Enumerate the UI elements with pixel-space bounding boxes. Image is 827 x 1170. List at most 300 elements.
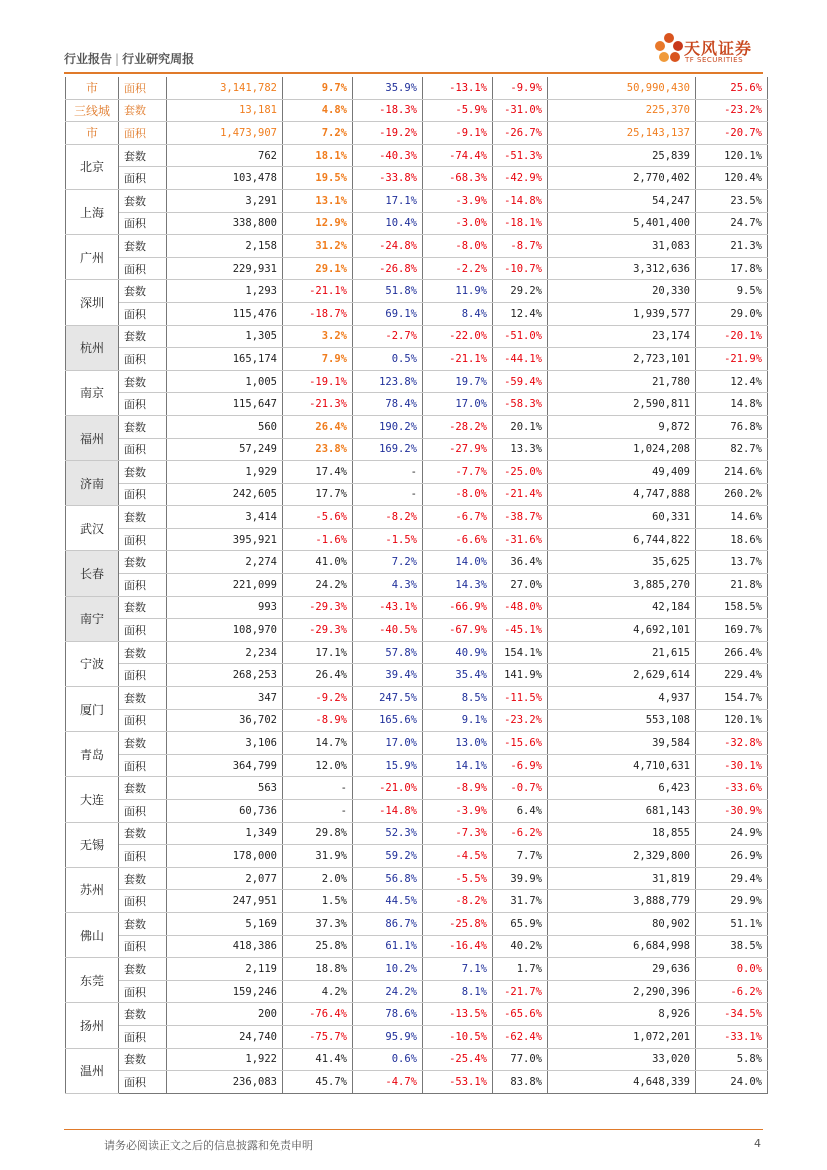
cumulative-yoy: -32.8%: [696, 732, 768, 755]
cumulative-value: 4,710,631: [548, 754, 696, 777]
metric-type: 面积: [119, 393, 167, 416]
weekly-value: 229,931: [167, 257, 283, 280]
change-col5: 65.9%: [493, 912, 548, 935]
cumulative-yoy: 13.7%: [696, 551, 768, 574]
change-col5: 7.7%: [493, 845, 548, 868]
cumulative-yoy: 51.1%: [696, 912, 768, 935]
change-col5: 141.9%: [493, 664, 548, 687]
metric-type: 套数: [119, 461, 167, 484]
city-name: 无锡: [66, 822, 119, 867]
mom-change: 247.5%: [353, 687, 423, 710]
cumulative-value: 35,625: [548, 551, 696, 574]
change-col4: -8.0%: [423, 483, 493, 506]
change-col5: -6.9%: [493, 754, 548, 777]
yoy-change: -: [283, 800, 353, 823]
weekly-value: 36,702: [167, 709, 283, 732]
change-col4: 17.0%: [423, 393, 493, 416]
table-row: [66, 415, 768, 438]
metric-type: 面积: [119, 348, 167, 371]
cumulative-value: 5,401,400: [548, 212, 696, 235]
yoy-change: 24.2%: [283, 574, 353, 597]
cumulative-value: 6,684,998: [548, 935, 696, 958]
cumulative-value: 4,747,888: [548, 483, 696, 506]
cumulative-value: 31,083: [548, 235, 696, 258]
table-row: [66, 574, 768, 597]
city-name: 北京: [66, 144, 119, 189]
metric-type: 套数: [119, 867, 167, 890]
cumulative-yoy: 12.4%: [696, 370, 768, 393]
cumulative-value: 2,723,101: [548, 348, 696, 371]
table-row: [66, 99, 768, 122]
weekly-value: 2,119: [167, 958, 283, 981]
mom-change: -: [353, 483, 423, 506]
change-col4: 8.4%: [423, 302, 493, 325]
table-row: [66, 980, 768, 1003]
cumulative-yoy: 76.8%: [696, 415, 768, 438]
table-row: [66, 167, 768, 190]
cumulative-yoy: 38.5%: [696, 935, 768, 958]
cumulative-value: 3,312,636: [548, 257, 696, 280]
cumulative-yoy: -6.2%: [696, 980, 768, 1003]
city-name: 济南: [66, 461, 119, 506]
yoy-change: 41.4%: [283, 1048, 353, 1071]
cumulative-value: 225,370: [548, 99, 696, 122]
cumulative-yoy: 24.9%: [696, 822, 768, 845]
weekly-value: 200: [167, 1003, 283, 1026]
yoy-change: 31.9%: [283, 845, 353, 868]
mom-change: -24.8%: [353, 235, 423, 258]
weekly-value: 993: [167, 596, 283, 619]
weekly-value: 418,386: [167, 935, 283, 958]
mom-change: 56.8%: [353, 867, 423, 890]
mom-change: 4.3%: [353, 574, 423, 597]
metric-type: 套数: [119, 325, 167, 348]
metric-type: 面积: [119, 438, 167, 461]
change-col5: -23.2%: [493, 709, 548, 732]
cumulative-yoy: 158.5%: [696, 596, 768, 619]
change-col5: -9.9%: [493, 77, 548, 99]
table-row: [66, 212, 768, 235]
cumulative-yoy: 21.8%: [696, 574, 768, 597]
weekly-value: 1,929: [167, 461, 283, 484]
cumulative-value: 1,024,208: [548, 438, 696, 461]
cumulative-value: 8,926: [548, 1003, 696, 1026]
logo-text-cn: 天风证券: [684, 39, 753, 58]
yoy-change: -19.1%: [283, 370, 353, 393]
cumulative-yoy: 29.0%: [696, 302, 768, 325]
yoy-change: 37.3%: [283, 912, 353, 935]
report-type: 行业报告: [64, 52, 113, 66]
table-row: [66, 393, 768, 416]
cumulative-yoy: 17.8%: [696, 257, 768, 280]
change-col4: 14.3%: [423, 574, 493, 597]
change-col5: 13.3%: [493, 438, 548, 461]
cumulative-yoy: 25.6%: [696, 77, 768, 99]
city-name: 长春: [66, 551, 119, 596]
cumulative-yoy: 260.2%: [696, 483, 768, 506]
cumulative-yoy: 29.4%: [696, 867, 768, 890]
yoy-change: 4.2%: [283, 980, 353, 1003]
mom-change: 51.8%: [353, 280, 423, 303]
cumulative-value: 49,409: [548, 461, 696, 484]
metric-type: 面积: [119, 257, 167, 280]
table-row: [66, 325, 768, 348]
flower-logo-icon: [652, 30, 686, 70]
metric-type: 套数: [119, 732, 167, 755]
metric-type: 套数: [119, 596, 167, 619]
mom-change: 0.5%: [353, 348, 423, 371]
change-col4: -5.9%: [423, 99, 493, 122]
cumulative-yoy: 82.7%: [696, 438, 768, 461]
table-row: [66, 77, 768, 99]
yoy-change: 18.1%: [283, 144, 353, 167]
table-row: [66, 302, 768, 325]
weekly-value: 395,921: [167, 528, 283, 551]
mom-change: -: [353, 461, 423, 484]
table-row: [66, 777, 768, 800]
yoy-change: 29.1%: [283, 257, 353, 280]
change-col5: 36.4%: [493, 551, 548, 574]
cumulative-yoy: -34.5%: [696, 1003, 768, 1026]
cumulative-value: 20,330: [548, 280, 696, 303]
change-col4: -25.4%: [423, 1048, 493, 1071]
table-row: [66, 687, 768, 710]
cumulative-value: 3,885,270: [548, 574, 696, 597]
weekly-value: 3,141,782: [167, 77, 283, 99]
metric-type: 套数: [119, 415, 167, 438]
cumulative-yoy: 21.3%: [696, 235, 768, 258]
table-row: [66, 709, 768, 732]
table-row: [66, 551, 768, 574]
metric-type: 面积: [119, 167, 167, 190]
change-col4: 7.1%: [423, 958, 493, 981]
mom-change: 78.4%: [353, 393, 423, 416]
table-row: [66, 890, 768, 913]
cumulative-value: 50,990,430: [548, 77, 696, 99]
mom-change: -18.3%: [353, 99, 423, 122]
metric-type: 面积: [119, 754, 167, 777]
mom-change: -33.8%: [353, 167, 423, 190]
change-col4: -7.3%: [423, 822, 493, 845]
cumulative-yoy: 5.8%: [696, 1048, 768, 1071]
metric-type: 面积: [119, 619, 167, 642]
mom-change: -40.3%: [353, 144, 423, 167]
logo-text-en: TF SECURITIES: [685, 56, 744, 64]
yoy-change: 26.4%: [283, 415, 353, 438]
yoy-change: 45.7%: [283, 1071, 353, 1094]
disclaimer-text: 请务必阅读正文之后的信息披露和免责申明: [104, 1139, 313, 1152]
yoy-change: 31.2%: [283, 235, 353, 258]
mom-change: -21.0%: [353, 777, 423, 800]
mom-change: 165.6%: [353, 709, 423, 732]
metric-type: 面积: [119, 77, 167, 99]
cumulative-yoy: 120.1%: [696, 144, 768, 167]
city-name: 佛山: [66, 912, 119, 957]
metric-type: 面积: [119, 212, 167, 235]
table-row: [66, 280, 768, 303]
change-col5: -26.7%: [493, 122, 548, 145]
mom-change: 69.1%: [353, 302, 423, 325]
yoy-change: -5.6%: [283, 506, 353, 529]
change-col4: 19.7%: [423, 370, 493, 393]
metric-type: 套数: [119, 280, 167, 303]
yoy-change: 12.9%: [283, 212, 353, 235]
mom-change: 52.3%: [353, 822, 423, 845]
change-col5: 83.8%: [493, 1071, 548, 1094]
city-name: 大连: [66, 777, 119, 822]
table-row: [66, 1048, 768, 1071]
mom-change: 17.1%: [353, 189, 423, 212]
metric-type: 面积: [119, 935, 167, 958]
breadcrumb-separator: |: [115, 52, 120, 66]
change-col5: -25.0%: [493, 461, 548, 484]
yoy-change: -9.2%: [283, 687, 353, 710]
change-col5: -58.3%: [493, 393, 548, 416]
yoy-change: 2.0%: [283, 867, 353, 890]
metric-type: 面积: [119, 528, 167, 551]
change-col4: -21.1%: [423, 348, 493, 371]
mom-change: -26.8%: [353, 257, 423, 280]
metric-type: 面积: [119, 664, 167, 687]
yoy-change: -8.9%: [283, 709, 353, 732]
change-col4: -3.9%: [423, 189, 493, 212]
cumulative-value: 25,839: [548, 144, 696, 167]
mom-change: -2.7%: [353, 325, 423, 348]
table-row: [66, 144, 768, 167]
yoy-change: 19.5%: [283, 167, 353, 190]
cumulative-value: 60,331: [548, 506, 696, 529]
cumulative-value: 1,072,201: [548, 1025, 696, 1048]
metric-type: 面积: [119, 1025, 167, 1048]
yoy-change: 41.0%: [283, 551, 353, 574]
change-col4: -27.9%: [423, 438, 493, 461]
change-col5: -38.7%: [493, 506, 548, 529]
mom-change: 57.8%: [353, 641, 423, 664]
metric-type: 面积: [119, 890, 167, 913]
metric-type: 套数: [119, 99, 167, 122]
weekly-value: 13,181: [167, 99, 283, 122]
change-col4: -2.2%: [423, 257, 493, 280]
change-col5: -18.1%: [493, 212, 548, 235]
city-name: 宁波: [66, 641, 119, 686]
cumulative-yoy: -30.9%: [696, 800, 768, 823]
change-col4: -13.1%: [423, 77, 493, 99]
city-name: 苏州: [66, 867, 119, 912]
yoy-change: 18.8%: [283, 958, 353, 981]
yoy-change: 12.0%: [283, 754, 353, 777]
cumulative-value: 2,629,614: [548, 664, 696, 687]
yoy-change: -76.4%: [283, 1003, 353, 1026]
change-col4: -10.5%: [423, 1025, 493, 1048]
change-col5: 20.1%: [493, 415, 548, 438]
change-col4: 13.0%: [423, 732, 493, 755]
cumulative-value: 54,247: [548, 189, 696, 212]
cumulative-yoy: -21.9%: [696, 348, 768, 371]
yoy-change: 14.7%: [283, 732, 353, 755]
city-name: 上海: [66, 189, 119, 234]
yoy-change: 26.4%: [283, 664, 353, 687]
weekly-value: 762: [167, 144, 283, 167]
weekly-value: 24,740: [167, 1025, 283, 1048]
mom-change: 24.2%: [353, 980, 423, 1003]
change-col5: 12.4%: [493, 302, 548, 325]
weekly-value: 242,605: [167, 483, 283, 506]
change-col4: -68.3%: [423, 167, 493, 190]
header-divider: [64, 72, 763, 74]
cumulative-value: 29,636: [548, 958, 696, 981]
change-col5: 31.7%: [493, 890, 548, 913]
table-row: [66, 935, 768, 958]
metric-type: 面积: [119, 483, 167, 506]
table-row: [66, 506, 768, 529]
metric-type: 面积: [119, 302, 167, 325]
cumulative-value: 3,888,779: [548, 890, 696, 913]
yoy-change: 4.8%: [283, 99, 353, 122]
yoy-change: -18.7%: [283, 302, 353, 325]
yoy-change: 7.2%: [283, 122, 353, 145]
change-col5: -10.7%: [493, 257, 548, 280]
change-col4: 9.1%: [423, 709, 493, 732]
mom-change: 169.2%: [353, 438, 423, 461]
mom-change: -19.2%: [353, 122, 423, 145]
weekly-value: 165,174: [167, 348, 283, 371]
change-col4: -8.0%: [423, 235, 493, 258]
cumulative-value: 4,648,339: [548, 1071, 696, 1094]
mom-change: 59.2%: [353, 845, 423, 868]
table-row: [66, 641, 768, 664]
cumulative-value: 4,937: [548, 687, 696, 710]
metric-type: 面积: [119, 709, 167, 732]
metric-type: 面积: [119, 574, 167, 597]
city-name: 厦门: [66, 687, 119, 732]
city-name: 市: [66, 122, 119, 145]
cumulative-yoy: 120.1%: [696, 709, 768, 732]
city-name: 广州: [66, 235, 119, 280]
table-row: [66, 822, 768, 845]
weekly-value: 108,970: [167, 619, 283, 642]
table-row: [66, 1071, 768, 1094]
cumulative-value: 33,020: [548, 1048, 696, 1071]
city-name: 武汉: [66, 506, 119, 551]
city-name: 市: [66, 77, 119, 99]
change-col5: -45.1%: [493, 619, 548, 642]
mom-change: 15.9%: [353, 754, 423, 777]
change-col4: 35.4%: [423, 664, 493, 687]
mom-change: -14.8%: [353, 800, 423, 823]
table-row: [66, 1003, 768, 1026]
table-row: [66, 732, 768, 755]
change-col5: -0.7%: [493, 777, 548, 800]
city-name: 三线城: [66, 99, 119, 122]
change-col5: -62.4%: [493, 1025, 548, 1048]
weekly-value: 2,077: [167, 867, 283, 890]
yoy-change: 9.7%: [283, 77, 353, 99]
change-col5: -14.8%: [493, 189, 548, 212]
table-row: [66, 912, 768, 935]
metric-type: 套数: [119, 641, 167, 664]
metric-type: 套数: [119, 687, 167, 710]
city-name: 杭州: [66, 325, 119, 370]
metric-type: 套数: [119, 1003, 167, 1026]
change-col4: 11.9%: [423, 280, 493, 303]
cumulative-yoy: 120.4%: [696, 167, 768, 190]
change-col4: 8.5%: [423, 687, 493, 710]
change-col4: -28.2%: [423, 415, 493, 438]
yoy-change: 17.7%: [283, 483, 353, 506]
mom-change: 123.8%: [353, 370, 423, 393]
yoy-change: 7.9%: [283, 348, 353, 371]
cumulative-value: 6,744,822: [548, 528, 696, 551]
city-name: 福州: [66, 415, 119, 460]
metric-type: 套数: [119, 777, 167, 800]
yoy-change: 13.1%: [283, 189, 353, 212]
cumulative-value: 31,819: [548, 867, 696, 890]
weekly-value: 2,274: [167, 551, 283, 574]
weekly-value: 1,293: [167, 280, 283, 303]
weekly-value: 347: [167, 687, 283, 710]
weekly-value: 57,249: [167, 438, 283, 461]
cumulative-value: 42,184: [548, 596, 696, 619]
change-col5: 39.9%: [493, 867, 548, 890]
weekly-value: 103,478: [167, 167, 283, 190]
weekly-value: 115,647: [167, 393, 283, 416]
yoy-change: 23.8%: [283, 438, 353, 461]
city-name: 深圳: [66, 280, 119, 325]
cumulative-value: 4,692,101: [548, 619, 696, 642]
city-name: 南宁: [66, 596, 119, 641]
footer-divider: [64, 1129, 763, 1130]
table-row: [66, 122, 768, 145]
mom-change: 190.2%: [353, 415, 423, 438]
mom-change: -43.1%: [353, 596, 423, 619]
mom-change: 0.6%: [353, 1048, 423, 1071]
cumulative-yoy: 266.4%: [696, 641, 768, 664]
cumulative-yoy: -33.1%: [696, 1025, 768, 1048]
mom-change: 78.6%: [353, 1003, 423, 1026]
cumulative-yoy: -33.6%: [696, 777, 768, 800]
yoy-change: -1.6%: [283, 528, 353, 551]
weekly-value: 178,000: [167, 845, 283, 868]
change-col4: -74.4%: [423, 144, 493, 167]
yoy-change: -21.3%: [283, 393, 353, 416]
metric-type: 面积: [119, 800, 167, 823]
change-col4: -4.5%: [423, 845, 493, 868]
table-row: [66, 370, 768, 393]
yoy-change: 17.1%: [283, 641, 353, 664]
weekly-value: 247,951: [167, 890, 283, 913]
yoy-change: -75.7%: [283, 1025, 353, 1048]
mom-change: 61.1%: [353, 935, 423, 958]
yoy-change: -29.3%: [283, 596, 353, 619]
mom-change: 17.0%: [353, 732, 423, 755]
change-col5: -31.0%: [493, 99, 548, 122]
change-col5: -48.0%: [493, 596, 548, 619]
cumulative-value: 2,329,800: [548, 845, 696, 868]
cumulative-yoy: 214.6%: [696, 461, 768, 484]
table-row: [66, 235, 768, 258]
cumulative-value: 6,423: [548, 777, 696, 800]
table-row: [66, 596, 768, 619]
change-col4: -22.0%: [423, 325, 493, 348]
cumulative-value: 1,939,577: [548, 302, 696, 325]
table-row: [66, 800, 768, 823]
mom-change: 10.2%: [353, 958, 423, 981]
cumulative-yoy: 229.4%: [696, 664, 768, 687]
change-col5: -8.7%: [493, 235, 548, 258]
change-col4: -16.4%: [423, 935, 493, 958]
report-breadcrumb: [64, 50, 194, 67]
change-col5: 40.2%: [493, 935, 548, 958]
